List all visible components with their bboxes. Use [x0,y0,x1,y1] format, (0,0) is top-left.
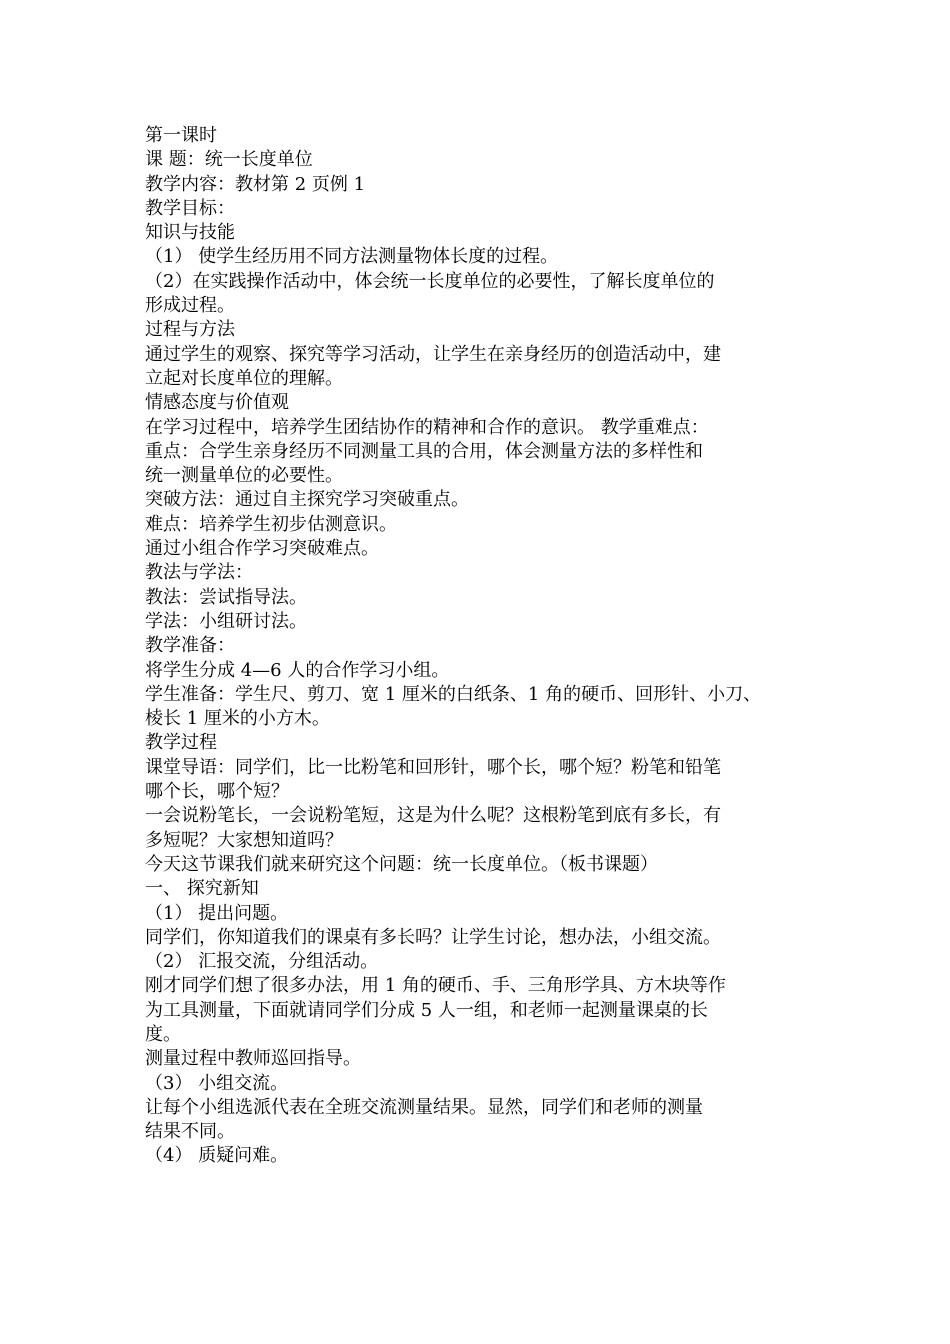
text-line: （4） 质疑问难。 [145,1145,289,1167]
text-line: 在学习过程中，培养学生团结协作的精神和合作的意识。 教学重难点： [145,416,709,438]
text-line: 统一测量单位的必要性。 [145,465,343,487]
text-line: 学法：小组研讨法。 [145,610,307,632]
text-line: 刚才同学们想了很多办法，用 1 角的硬币、手、三角形学具、方木块等作 [145,975,726,997]
methods-heading: 教法与学法： [145,562,253,584]
text-line: 让每个小组选派代表在全班交流测量结果。显然，同学们和老师的测量 [145,1096,703,1118]
text-line: （3） 小组交流。 [145,1072,289,1094]
text-line: 教法：尝试指导法。 [145,586,307,608]
text-line: 突破方法：通过自主探究学习突破重点。 [145,489,469,511]
text-line: （1） 使学生经历用不同方法测量物体长度的过程。 [145,246,559,268]
document-body [145,124,810,1169]
text-line: （2）在实践操作活动中，体会统一长度单位的必要性，了解长度单位的 [145,270,715,292]
text-line: 重点：合学生亲身经历不同测量工具的合用，体会测量方法的多样性和 [145,440,703,462]
text-line: 形成过程。 [145,295,235,317]
text-line: （2） 汇报交流，分组活动。 [145,951,379,973]
text-line: 多短呢？大家想知道吗？ [145,829,343,851]
text-line: 结果不同。 [145,1121,235,1143]
text-line: 为工具测量，下面就请同学们分成 5 人一组，和老师一起测量课桌的长 [145,999,708,1021]
preparation-heading: 教学准备： [145,635,235,657]
text-line: 立起对长度单位的理解。 [145,367,343,389]
text-line: 度。 [145,1023,181,1045]
text-line: 哪个长，哪个短？ [145,781,289,803]
text-line: 棱长 1 厘米的小方木。 [145,708,330,730]
teaching-process-heading: 教学过程 [145,732,217,754]
lesson-number: 第一课时 [145,125,217,146]
text-line: 通过学生的观察、探究等学习活动，让学生在亲身经历的创造活动中，建 [145,343,721,365]
knowledge-skills-heading: 知识与技能 [145,222,235,244]
text-line: 测量过程中教师巡回指导。 [145,1048,361,1070]
section-heading: 一、 探究新知 [145,878,259,900]
attitude-values-heading: 情感态度与价值观 [145,392,289,414]
process-method-heading: 过程与方法 [145,319,235,341]
text-line: 课堂导语：同学们，比一比粉笔和回形针，哪个长，哪个短？粉笔和铅笔 [145,756,721,778]
text-line: （1） 提出问题。 [145,902,289,924]
teaching-content: 教学内容：教材第 2 页例 1 [145,173,366,195]
text-line: 一会说粉笔长，一会说粉笔短，这是为什么呢？这根粉笔到底有多长，有 [145,805,721,827]
text-line: 今天这节课我们就来研究这个问题：统一长度单位。（板书课题） [145,853,658,875]
teaching-goals-heading: 教学目标： [145,197,235,219]
lesson-topic: 课 题：统一长度单位 [145,149,313,171]
text-line: 通过小组合作学习突破难点。 [145,538,379,560]
text-line: 学生准备：学生尺、剪刀、宽 1 厘米的白纸条、1 角的硬币、回形针、小刀、 [145,683,762,705]
text-line: 将学生分成 4—6 人的合作学习小组。 [145,659,450,681]
text-line: 同学们，你知道我们的课桌有多长吗？让学生讨论，想办法，小组交流。 [145,926,721,948]
text-line: 难点：培养学生初步估测意识。 [145,513,397,535]
